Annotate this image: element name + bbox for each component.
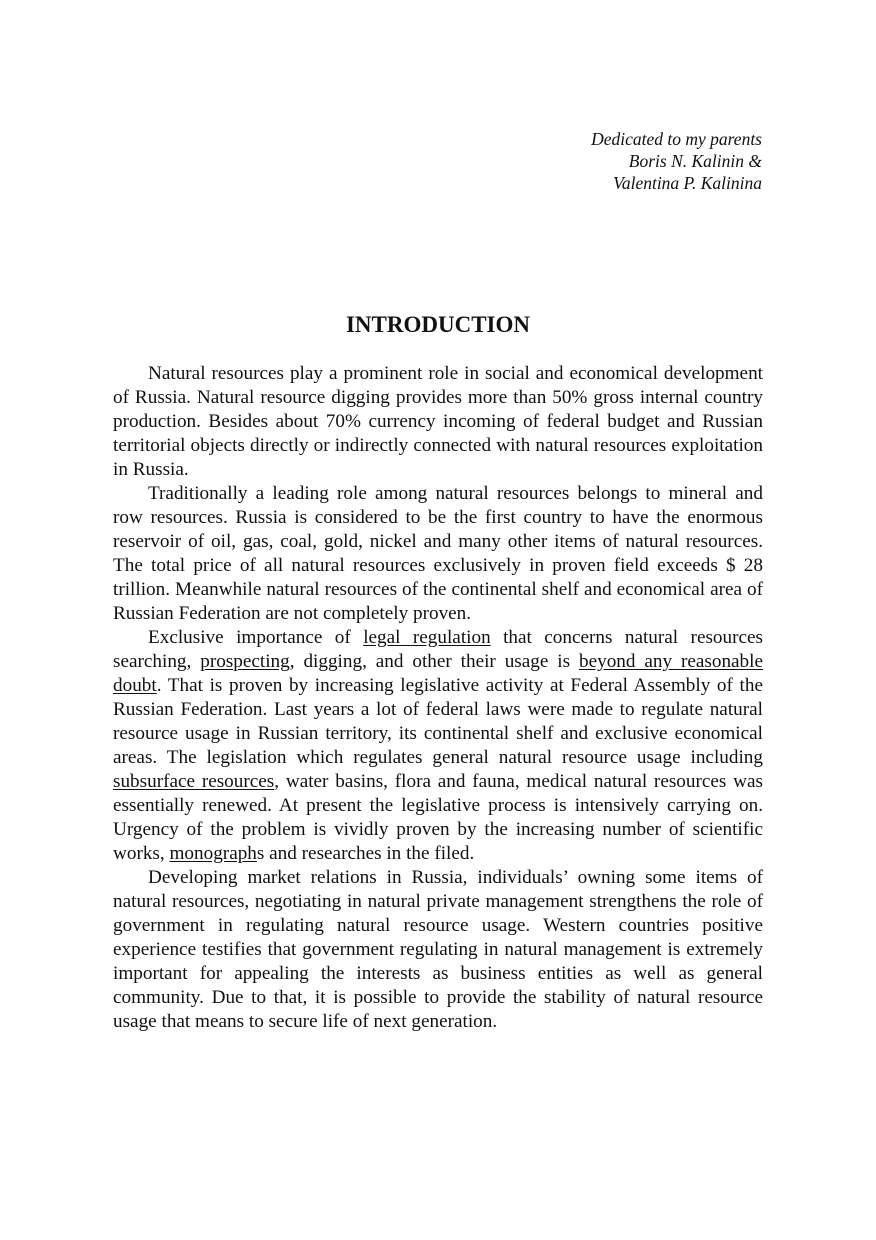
underlined-prospecting: prospecting xyxy=(200,651,290,672)
underlined-subsurface-resources: subsurface resources xyxy=(113,771,275,792)
dedication-line-3: Valentina P. Kalinina xyxy=(613,173,762,193)
page-title: INTRODUCTION xyxy=(345,312,531,337)
dedication xyxy=(591,128,762,194)
paragraph-4 xyxy=(113,866,763,1034)
underlined-monograph: monograph xyxy=(169,843,257,864)
underlined-legal-regulation: legal regulation xyxy=(363,627,491,648)
paragraph-2-text: Traditionally a leading role among natural resources belongs to mineral and row resources. Russia is considered to be the first country to have the enormous reservoir of oil, gas, coal, gold, nickel and many other items of natural resources. The total price of all natural resources exclusively in proven field exceeds $ 28 trillion. Meanwhile natural resources of the continental shelf and economical area of Russian Federation are not completely proven. xyxy=(113,483,763,624)
paragraph-3 xyxy=(113,626,763,866)
paragraph-3-text: Exclusive importance of xyxy=(148,627,364,648)
paragraph-4-text: Developing market relations in Russia, individuals’ owning some items of natural resources, negotiating in natural private management strengthens the role of government in regulating natural resource usage. Western countries positive experience testifies that government regulating in natural management is extremely important for appealing the interests as business entities as well as general community. Due to that, it is possible to provide the stability of natural resource usage that means to secure life of next generation. xyxy=(113,867,763,1032)
paragraph-3-text: that concerns natural resources searching, xyxy=(113,627,764,672)
paragraph-3-text: , water basins, flora and fauna, medical natural resources was essentially renewed. At present the legislative process is intensively carrying on. Urgency of the problem is vividly proven by the increasing number of scientific works, xyxy=(113,771,763,864)
dedication-line-1: Dedicated to my parents xyxy=(591,129,762,149)
paragraph-3-text: . That is proven by increasing legislative activity at Federal Assembly of the Russian Federation. Last years a lot of federal laws were made to regulate natural resource usage in Russian territory, its continental shelf and exclusive economical areas. The legislation which regulates general natural resource usage including xyxy=(113,675,763,768)
dedication-line-2: Boris N. Kalinin & xyxy=(628,151,762,171)
paragraph-2 xyxy=(113,482,763,626)
paragraph-3-text: s and researches in the filed. xyxy=(256,843,475,864)
underlined-beyond-any-reasonable-doubt: beyond any reasonable doubt xyxy=(113,651,763,696)
body-text xyxy=(113,362,763,1034)
paragraph-1 xyxy=(113,362,763,482)
paragraph-1-text: Natural resources play a prominent role in social and economical development of Russia. Natural resource digging provides more than 50% gross internal country production. Besides about 70% currency incoming of federal budget and Russian territorial objects directly or indirectly connected with natural resources exploitation in Russia. xyxy=(113,363,763,480)
paragraph-3-text: , digging, and other their usage is xyxy=(289,651,579,672)
